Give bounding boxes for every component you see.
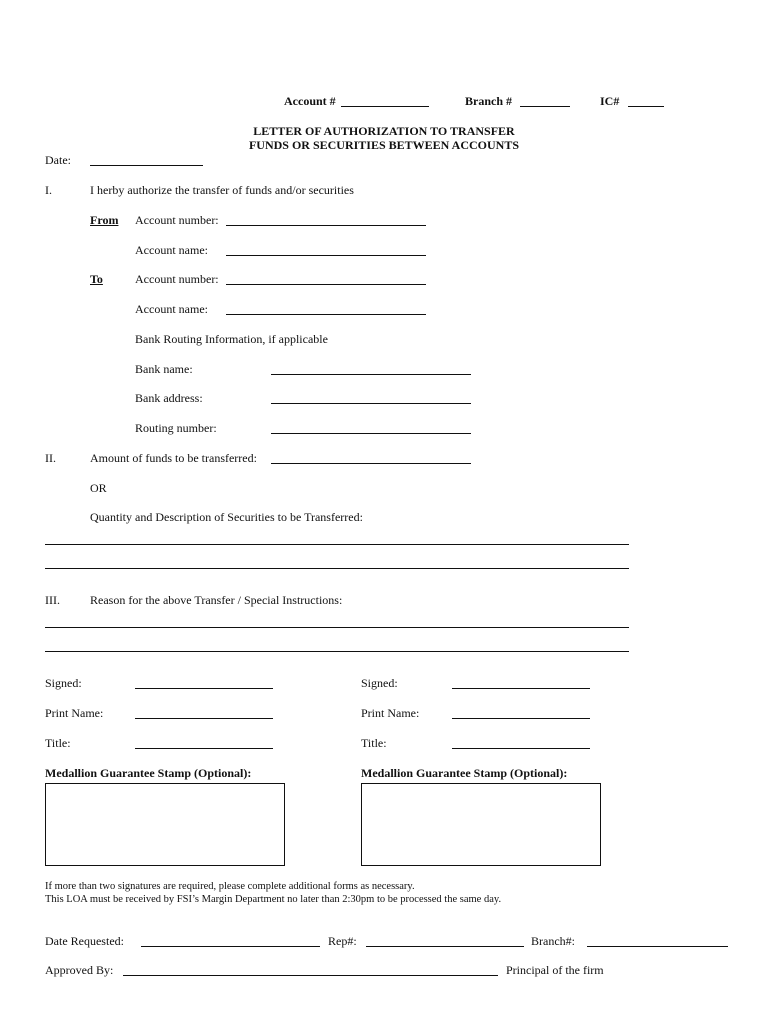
signed-field-right[interactable] bbox=[452, 688, 590, 689]
print-name-field-right[interactable] bbox=[452, 718, 590, 719]
approved-by-label: Approved By: bbox=[45, 963, 114, 977]
bank-address-label: Bank address: bbox=[135, 391, 203, 405]
amount-label: Amount of funds to be transferred: bbox=[90, 451, 257, 465]
or-label: OR bbox=[90, 481, 107, 495]
approved-by-field[interactable] bbox=[123, 975, 498, 976]
print-name-label-left: Print Name: bbox=[45, 706, 104, 720]
account-field[interactable] bbox=[341, 106, 429, 107]
routing-number-label: Routing number: bbox=[135, 421, 217, 435]
from-account-number-field[interactable] bbox=[226, 225, 426, 226]
title-line-1: LETTER OF AUTHORIZATION TO TRANSFER bbox=[253, 124, 515, 138]
medallion-label-right: Medallion Guarantee Stamp (Optional): bbox=[361, 766, 568, 780]
from-account-number-label: Account number: bbox=[135, 213, 219, 227]
to-account-name-label: Account name: bbox=[135, 302, 208, 316]
rep-label: Rep#: bbox=[328, 934, 357, 948]
reason-line-2[interactable] bbox=[45, 651, 629, 652]
date-label: Date: bbox=[45, 153, 71, 167]
bank-address-field[interactable] bbox=[271, 403, 471, 404]
title-line-2: FUNDS OR SECURITIES BETWEEN ACCOUNTS bbox=[248, 138, 520, 152]
title-label-left: Title: bbox=[45, 736, 71, 750]
date-requested-field[interactable] bbox=[141, 946, 320, 947]
to-label: To bbox=[90, 272, 103, 286]
medallion-label-left: Medallion Guarantee Stamp (Optional): bbox=[45, 766, 252, 780]
branch-field[interactable] bbox=[520, 106, 570, 107]
title-field-left[interactable] bbox=[135, 748, 273, 749]
signed-field-left[interactable] bbox=[135, 688, 273, 689]
section-1-numeral: I. bbox=[45, 183, 52, 197]
bank-name-field[interactable] bbox=[271, 374, 471, 375]
quantity-line-1[interactable] bbox=[45, 544, 629, 545]
rep-field[interactable] bbox=[366, 946, 524, 947]
section-2-numeral: II. bbox=[45, 451, 56, 465]
amount-field[interactable] bbox=[271, 463, 471, 464]
branch-number-field[interactable] bbox=[587, 946, 728, 947]
principal-label: Principal of the firm bbox=[506, 963, 604, 977]
reason-label: Reason for the above Transfer / Special Instructions: bbox=[90, 593, 343, 607]
signed-label-left: Signed: bbox=[45, 676, 82, 690]
print-name-label-right: Print Name: bbox=[361, 706, 420, 720]
from-account-name-label: Account name: bbox=[135, 243, 208, 257]
date-field[interactable] bbox=[90, 165, 203, 166]
signed-label-right: Signed: bbox=[361, 676, 398, 690]
note-line-2: This LOA must be received by FSI’s Margin Department no later than 2:30pm to be processed the same day. bbox=[45, 894, 502, 905]
medallion-stamp-box-left[interactable] bbox=[45, 783, 285, 866]
from-label: From bbox=[90, 213, 119, 227]
title-label-right: Title: bbox=[361, 736, 387, 750]
branch-number-label: Branch#: bbox=[531, 934, 575, 948]
to-account-number-field[interactable] bbox=[226, 284, 426, 285]
title-field-right[interactable] bbox=[452, 748, 590, 749]
note-line-1: If more than two signatures are required, please complete additional forms as necessary. bbox=[45, 881, 415, 892]
to-account-name-field[interactable] bbox=[226, 314, 426, 315]
bank-routing-label: Bank Routing Information, if applicable bbox=[135, 332, 328, 346]
account-label: Account # bbox=[284, 94, 336, 108]
print-name-field-left[interactable] bbox=[135, 718, 273, 719]
to-account-number-label: Account number: bbox=[135, 272, 219, 286]
quantity-line-2[interactable] bbox=[45, 568, 629, 569]
date-requested-label: Date Requested: bbox=[45, 934, 124, 948]
from-account-name-field[interactable] bbox=[226, 255, 426, 256]
quantity-label: Quantity and Description of Securities to be Transferred: bbox=[90, 510, 363, 524]
section-1-text: I herby authorize the transfer of funds and/or securities bbox=[90, 183, 354, 197]
ic-field[interactable] bbox=[628, 106, 664, 107]
routing-number-field[interactable] bbox=[271, 433, 471, 434]
medallion-stamp-box-right[interactable] bbox=[361, 783, 601, 866]
bank-name-label: Bank name: bbox=[135, 362, 193, 376]
reason-line-1[interactable] bbox=[45, 627, 629, 628]
ic-label: IC# bbox=[600, 94, 620, 108]
section-3-numeral: III. bbox=[45, 593, 60, 607]
branch-label: Branch # bbox=[465, 94, 513, 108]
